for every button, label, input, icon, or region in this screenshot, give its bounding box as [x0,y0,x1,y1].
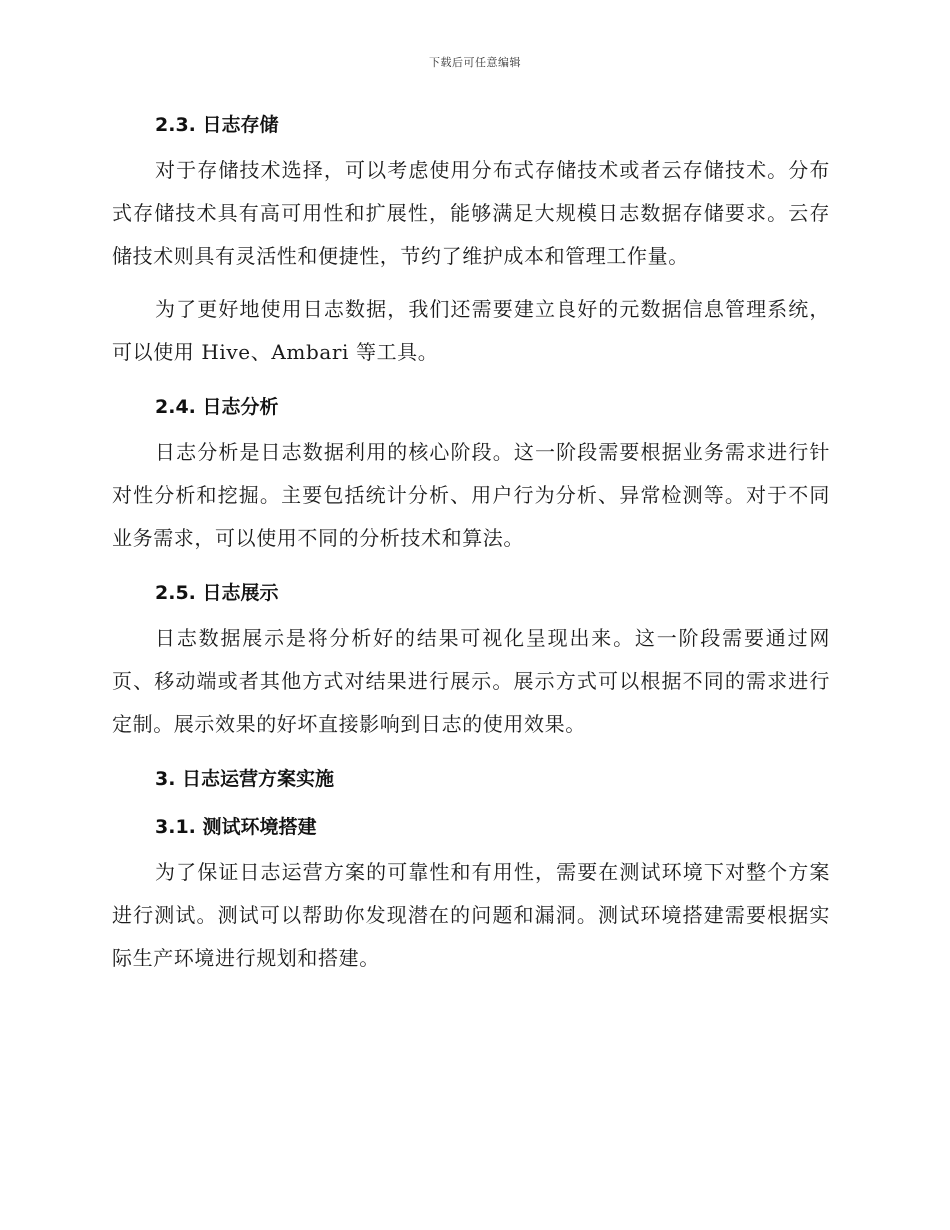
document-body [112,110,830,980]
paragraph-test-environment: 为了保证日志运营方案的可靠性和有用性，需要在测试环境下对整个方案进行测试。测试可以帮助你发现潜在的问题和漏洞。测试环境搭建需要根据实际生产环境进行规划和搭建。 [112,860,830,970]
paragraph-storage-tech: 对于存储技术选择，可以考虑使用分布式存储技术或者云存储技术。分布式存储技术具有高可用性和扩展性，能够满足大规模日志数据存储要求。云存储技术则具有灵活性和便捷性，节约了维护成本和管理工作量。 [112,158,830,268]
section-heading-3-1: 3.1. 测试环境搭建 [155,816,317,838]
paragraph-metadata-management: 为了更好地使用日志数据，我们还需要建立良好的元数据信息管理系统，可以使用 Hive、Ambari 等工具。 [112,297,830,364]
paragraph-log-analysis: 日志分析是日志数据利用的核心阶段。这一阶段需要根据业务需求进行针对性分析和挖掘。主要包括统计分析、用户行为分析、异常检测等。对于不同业务需求，可以使用不同的分析技术和算法。 [112,440,830,550]
section-heading-3: 3. 日志运营方案实施 [155,768,335,790]
paragraph-log-display: 日志数据展示是将分析好的结果可视化呈现出来。这一阶段需要通过网页、移动端或者其他方式对结果进行展示。展示方式可以根据不同的需求进行定制。展示效果的好坏直接影响到日志的使用效果。 [112,626,830,736]
section-heading-2-4: 2.4. 日志分析 [155,396,279,418]
section-heading-2-3: 2.3. 日志存储 [155,114,279,136]
page-header: 下载后可任意编辑 [429,56,521,69]
section-heading-2-5: 2.5. 日志展示 [155,582,279,604]
